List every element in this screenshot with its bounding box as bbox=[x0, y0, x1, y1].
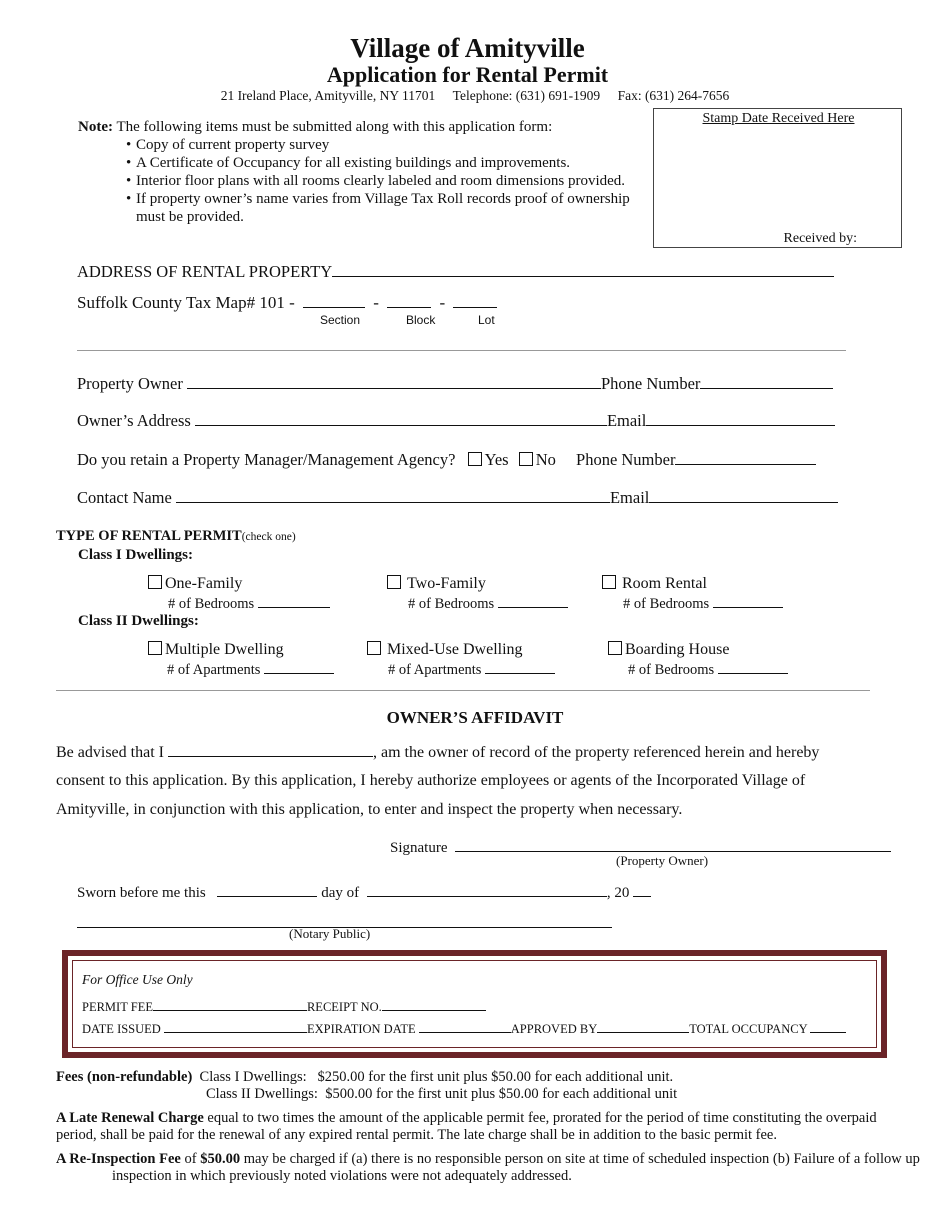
form-subtitle: Application for Rental Permit bbox=[326, 62, 609, 87]
contact-name-field[interactable] bbox=[176, 488, 610, 503]
bedrooms-label: # of Bedrooms bbox=[628, 662, 715, 678]
signature-label: Signature bbox=[390, 840, 448, 856]
date-issued-label: DATE ISSUED bbox=[82, 1022, 161, 1036]
tax-map-row: Suffolk County Tax Map# 101 - - - bbox=[77, 293, 497, 313]
reinspection-amount: $50.00 bbox=[200, 1151, 241, 1167]
tax-map-lot-field[interactable] bbox=[453, 293, 497, 308]
permit-type-heading bbox=[56, 528, 296, 545]
class-1-fee-text: $250.00 for the first unit plus $50.00 for each additional unit. bbox=[317, 1069, 674, 1085]
stamp-box bbox=[653, 108, 902, 248]
manager-row bbox=[77, 450, 816, 470]
boarding-house-checkbox[interactable] bbox=[608, 641, 622, 655]
year-prefix: , 20 bbox=[606, 885, 630, 901]
two-family-bedrooms bbox=[408, 595, 568, 613]
one-family-bedrooms-field[interactable] bbox=[258, 595, 330, 608]
receipt-no-label: RECEIPT NO. bbox=[306, 1000, 382, 1014]
class-2-heading: Class II Dwellings: bbox=[78, 613, 199, 629]
mixed-use-checkbox[interactable] bbox=[367, 641, 381, 655]
room-rental-checkbox[interactable] bbox=[602, 575, 616, 589]
office-row-1 bbox=[82, 999, 486, 1015]
class-1-heading: Class I Dwellings: bbox=[78, 547, 194, 563]
signature-field[interactable] bbox=[455, 837, 891, 852]
late-renewal-text: equal to two times the amount of the applicable permit fee, prorated for the period of time constituting the overpaid period, shall be paid for the renewal of any expired rental permit. The late charge shall be in addition to the basic permit fee. bbox=[56, 1110, 877, 1143]
affidavit-text: , am the owner of record of the property referenced herein and hereby bbox=[372, 744, 820, 761]
late-renewal-paragraph bbox=[56, 1110, 896, 1144]
rental-address-label: ADDRESS OF RENTAL PROPERTY bbox=[77, 262, 333, 281]
owner-address-field[interactable] bbox=[195, 411, 607, 426]
office-row-2 bbox=[82, 1021, 846, 1037]
bedrooms-label: # of Bedrooms bbox=[168, 596, 255, 612]
note-intro: The following items must be submitted along with this application form: bbox=[116, 119, 553, 135]
total-occupancy-field[interactable] bbox=[810, 1021, 846, 1033]
permit-fee-label: PERMIT FEE bbox=[82, 1000, 153, 1014]
tax-map-block-field[interactable] bbox=[387, 293, 431, 308]
yes-label: Yes bbox=[484, 450, 509, 469]
office-use-title: For Office Use Only bbox=[82, 972, 193, 987]
fees-label: Fees (non-refundable) bbox=[56, 1069, 193, 1085]
contact-name-row bbox=[77, 488, 838, 508]
reinspection-of: of bbox=[180, 1151, 201, 1167]
contact-line bbox=[0, 88, 950, 104]
requirements-note bbox=[78, 118, 658, 226]
affidavit-line-2: consent to this application. By this application, I hereby authorize employees or agents of the Incorporated Village of bbox=[56, 772, 806, 789]
day-of-text: day of bbox=[321, 885, 360, 901]
permit-type-hint: (check one) bbox=[241, 531, 296, 543]
section-caption: Section bbox=[320, 313, 361, 327]
manager-question: Do you retain a Property Manager/Management Agency? bbox=[77, 450, 456, 469]
divider-line bbox=[56, 690, 870, 691]
manager-phone-field[interactable] bbox=[675, 450, 816, 465]
two-family-option bbox=[387, 575, 486, 593]
property-owner-label: Property Owner bbox=[77, 374, 183, 393]
one-family-label: One-Family bbox=[165, 575, 243, 592]
rental-address-row bbox=[77, 262, 834, 282]
affidavit-line-3: Amityville, in conjunction with this application, to enter and inspect the property when necessary. bbox=[56, 801, 683, 818]
property-owner-row bbox=[77, 374, 833, 394]
divider-line bbox=[77, 350, 846, 351]
sworn-row bbox=[77, 882, 651, 902]
fees-row-1 bbox=[56, 1069, 673, 1086]
class-2-fee-text: $500.00 for the first unit plus $50.00 for each additional unit bbox=[325, 1086, 678, 1102]
owner-email-label: Email bbox=[606, 411, 647, 430]
requirement-item: • Copy of current property survey bbox=[126, 136, 658, 154]
room-rental-bedrooms-field[interactable] bbox=[713, 595, 783, 608]
expiration-date-label: EXPIRATION DATE bbox=[306, 1022, 416, 1036]
no-label: No bbox=[535, 450, 556, 469]
permit-type-title: TYPE OF RENTAL PERMIT bbox=[56, 528, 242, 544]
multiple-dwelling-option bbox=[148, 641, 284, 659]
multiple-dwelling-checkbox[interactable] bbox=[148, 641, 162, 655]
room-rental-bedrooms bbox=[623, 595, 783, 613]
owner-address-row bbox=[77, 411, 835, 431]
village-fax: Fax: (631) 264-7656 bbox=[617, 88, 730, 103]
rental-address-field[interactable] bbox=[332, 262, 834, 277]
reinspection-paragraph bbox=[56, 1151, 950, 1185]
stamp-title: Stamp Date Received Here bbox=[702, 111, 855, 126]
reinspection-text: may be charged if (a) there is no responsible person on site at time of scheduled inspection (b) Failure of a follow up inspection in which previously noted violations were not adequately addressed. bbox=[112, 1151, 920, 1184]
one-family-option bbox=[148, 575, 242, 593]
apartments-label: # of Apartments bbox=[388, 662, 482, 678]
mixed-use-label: Mixed-Use Dwelling bbox=[387, 641, 523, 658]
note-label: Note: bbox=[78, 119, 113, 135]
sworn-text: Sworn before me this bbox=[77, 885, 206, 901]
boarding-house-bedrooms-field[interactable] bbox=[718, 661, 788, 674]
lot-caption: Lot bbox=[478, 313, 495, 327]
affidavit-line-1 bbox=[56, 742, 819, 762]
class-2-fee-label: Class II Dwellings: bbox=[206, 1086, 318, 1102]
boarding-house-option bbox=[608, 641, 729, 659]
contact-name-label: Contact Name bbox=[77, 488, 172, 507]
property-owner-field[interactable] bbox=[187, 374, 601, 389]
boarding-house-bedrooms bbox=[628, 661, 788, 679]
sworn-month-field[interactable] bbox=[367, 882, 607, 897]
sworn-day-field[interactable] bbox=[217, 882, 317, 897]
reinspection-label: A Re-Inspection Fee bbox=[56, 1151, 181, 1167]
manager-yes-checkbox[interactable] bbox=[468, 452, 482, 466]
multiple-dwelling-apartments-field[interactable] bbox=[264, 661, 334, 674]
one-family-checkbox[interactable] bbox=[148, 575, 162, 589]
two-family-label: Two-Family bbox=[407, 575, 486, 592]
office-use-box bbox=[62, 950, 887, 1058]
tax-map-label: Suffolk County Tax Map# 101 - bbox=[77, 293, 295, 312]
owner-phone-field[interactable] bbox=[700, 374, 833, 389]
affidavit-title: OWNER’S AFFIDAVIT bbox=[386, 708, 564, 727]
owner-address-label: Owner’s Address bbox=[77, 411, 191, 430]
form-title: Village of Amityville bbox=[350, 33, 585, 63]
multiple-dwelling-label: Multiple Dwelling bbox=[165, 641, 284, 658]
approved-by-field[interactable] bbox=[597, 1021, 689, 1033]
two-family-checkbox[interactable] bbox=[387, 575, 401, 589]
received-by-label: Received by: bbox=[783, 231, 857, 246]
fees-row-2 bbox=[206, 1086, 677, 1103]
multiple-dwelling-apartments bbox=[167, 661, 334, 679]
manager-no-checkbox[interactable] bbox=[519, 452, 533, 466]
owner-phone-label: Phone Number bbox=[600, 374, 701, 393]
class-1-fee-label: Class I Dwellings: bbox=[199, 1069, 307, 1085]
date-issued-field[interactable] bbox=[164, 1021, 307, 1033]
receipt-no-field[interactable] bbox=[382, 999, 486, 1011]
room-rental-option bbox=[602, 575, 707, 593]
one-family-bedrooms bbox=[168, 595, 330, 613]
apartments-label: # of Apartments bbox=[167, 662, 261, 678]
total-occupancy-label: TOTAL OCCUPANCY bbox=[689, 1022, 808, 1036]
tax-map-section-field[interactable] bbox=[303, 293, 365, 308]
mixed-use-apartments bbox=[388, 661, 555, 679]
bedrooms-label: # of Bedrooms bbox=[408, 596, 495, 612]
village-telephone: Telephone: (631) 691-1909 bbox=[452, 88, 601, 103]
contact-email-label: Email bbox=[609, 488, 650, 507]
bedrooms-label: # of Bedrooms bbox=[623, 596, 710, 612]
village-address: 21 Ireland Place, Amityville, NY 11701 bbox=[220, 88, 436, 103]
requirement-item: • If property owner’s name varies from Village Tax Roll records proof of ownership must be provided. bbox=[126, 190, 658, 226]
block-caption: Block bbox=[406, 313, 436, 327]
notary-caption: (Notary Public) bbox=[289, 926, 371, 941]
approved-by-label: APPROVED BY bbox=[510, 1022, 598, 1036]
requirements-list bbox=[78, 136, 658, 226]
expiration-date-field[interactable] bbox=[419, 1021, 511, 1033]
requirement-item: • Interior floor plans with all rooms clearly labeled and room dimensions provided. bbox=[126, 172, 658, 190]
sworn-year-field[interactable] bbox=[633, 882, 651, 897]
owner-email-field[interactable] bbox=[646, 411, 835, 426]
mixed-use-apartments-field[interactable] bbox=[485, 661, 555, 674]
boarding-house-label: Boarding House bbox=[625, 641, 730, 658]
owner-name-field[interactable] bbox=[168, 742, 373, 757]
manager-phone-label: Phone Number bbox=[576, 450, 676, 469]
permit-fee-field[interactable] bbox=[153, 999, 307, 1011]
affidavit-text: Be advised that I bbox=[56, 744, 164, 761]
requirement-item: • A Certificate of Occupancy for all existing buildings and improvements. bbox=[126, 154, 658, 172]
mixed-use-option bbox=[367, 641, 523, 659]
contact-email-field[interactable] bbox=[649, 488, 838, 503]
late-renewal-label: A Late Renewal Charge bbox=[56, 1110, 204, 1126]
room-rental-label: Room Rental bbox=[622, 575, 707, 592]
property-owner-caption: (Property Owner) bbox=[616, 853, 709, 868]
two-family-bedrooms-field[interactable] bbox=[498, 595, 568, 608]
